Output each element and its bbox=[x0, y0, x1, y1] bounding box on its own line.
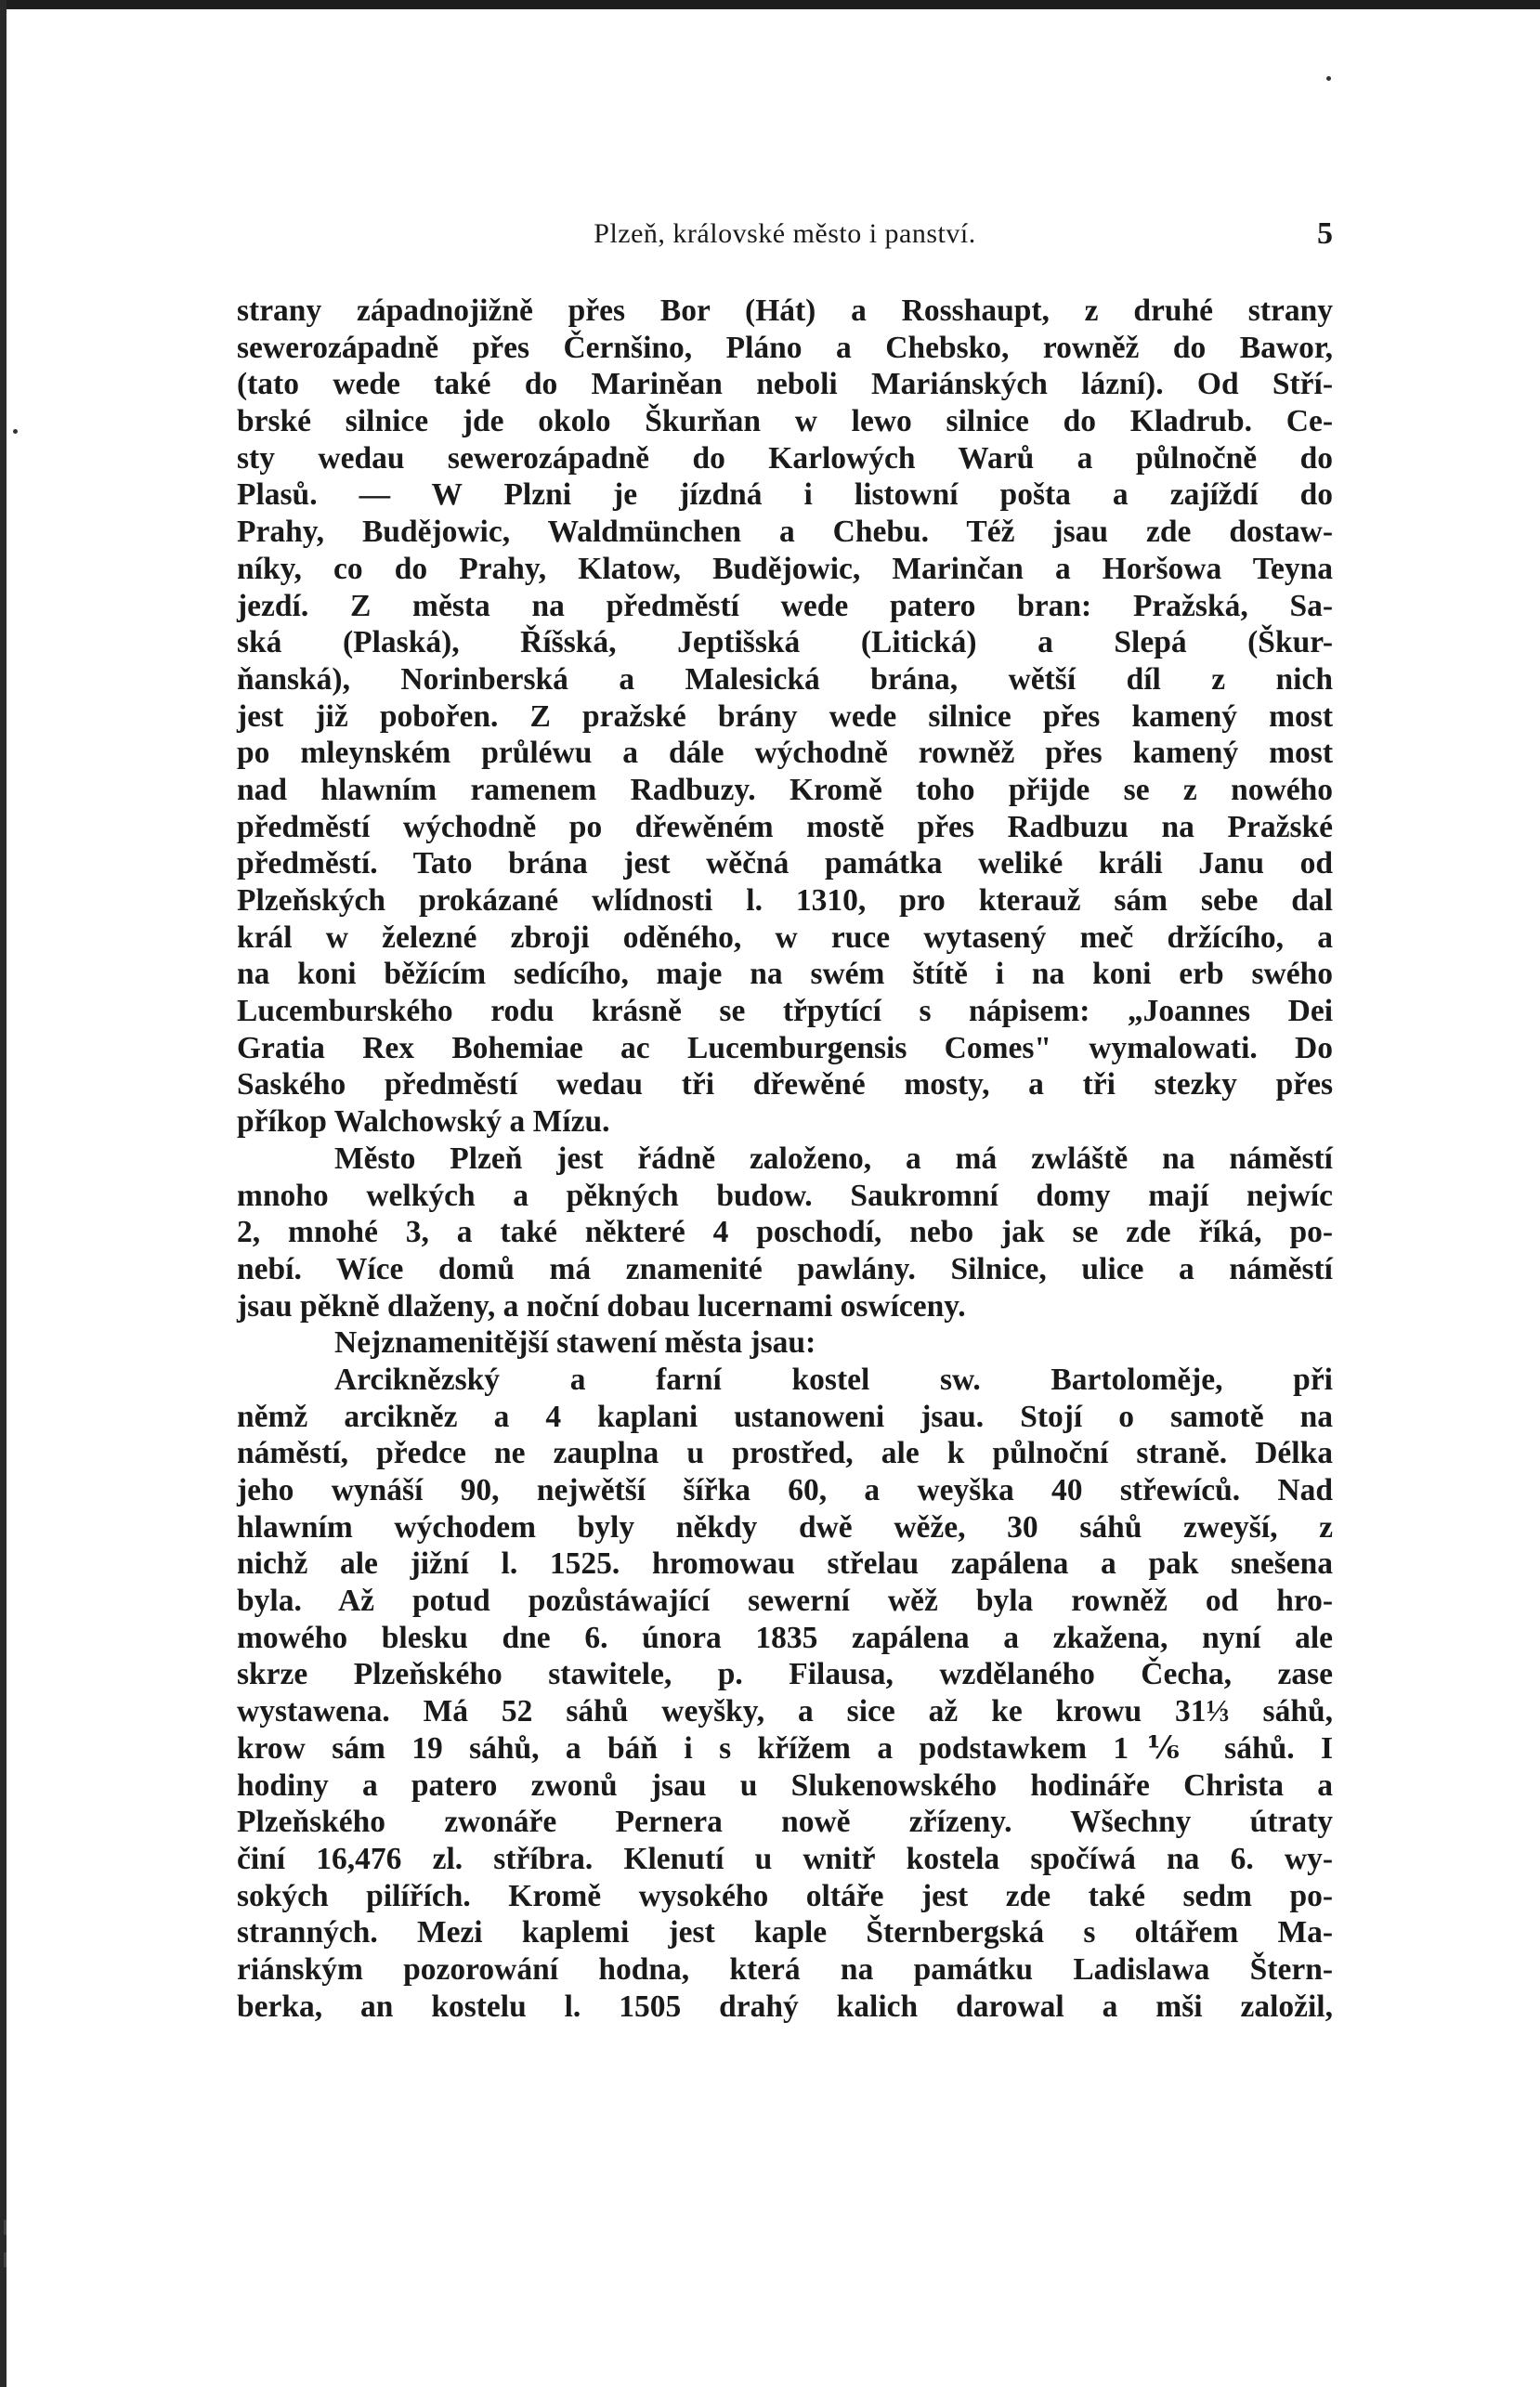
book-page bbox=[237, 218, 1333, 2025]
text-line: náměstí, předce ne zauplna u prostřed, ale k půlnoční straně. Délka bbox=[237, 1436, 1333, 1471]
text-line: Plzeňských prokázané wlídnosti l. 1310, pro kterauž sám sebe dal bbox=[237, 883, 1333, 918]
text-line: Saského předměstí wedau tři dřewěné mosty, a tři stezky přes bbox=[237, 1067, 1333, 1102]
text-line: jest již pobořen. Z pražské brány wede silnice přes kamený most bbox=[237, 698, 1333, 734]
page-number: 5 bbox=[1317, 216, 1333, 251]
scan-margin-mark bbox=[4, 2220, 7, 2235]
text-line: král w železné zbroji oděného, w ruce wytasený meč držícího, a bbox=[237, 920, 1333, 955]
text-line: sty wedau sewerozápadně do Karlowých Warů a půlnočně do bbox=[237, 440, 1333, 476]
text-line: riánským pozorowání hodna, která na památku Ladislawa Štern- bbox=[237, 1951, 1333, 1987]
text-line: strany západnojižně přes Bor (Hát) a Rosshaupt, z druhé strany bbox=[237, 293, 1333, 328]
text-line: mnoho welkých a pěkných budow. Saukromní domy mají nejwíc bbox=[237, 1178, 1333, 1213]
text-line: byla. Až potud pozůstáwající sewerní wěž byla rowněž od hro- bbox=[237, 1584, 1333, 1619]
scan-edge-top bbox=[0, 0, 1540, 9]
text-line: nichž ale jižní l. 1525. hromowau střelau zapálena a pak snešena bbox=[237, 1546, 1333, 1582]
scan-speck bbox=[13, 429, 18, 434]
text-line: 2, mnohé 3, a také některé 4 poschodí, nebo jak se zde říká, po- bbox=[237, 1215, 1333, 1250]
text-line: wystawena. Má 52 sáhů weyšky, a sice až ke krowu 31⅓ sáhů, bbox=[237, 1694, 1333, 1729]
text-line: předměstí wýchodně po dřewěném mostě přes Radbuzu na Pražské bbox=[237, 809, 1333, 844]
body-text bbox=[237, 293, 1333, 2025]
text-line: Arciknězský a farní kostel sw. Bartoloměje, při bbox=[334, 1362, 1333, 1397]
text-line: sewerozápadně přes Černšino, Pláno a Chebsko, rowněž do Bawor, bbox=[237, 330, 1333, 365]
text-line: jsau pěkně dlaženy, a noční dobau lucernami oswíceny. bbox=[237, 1288, 966, 1324]
scan-edge-left bbox=[0, 0, 7, 2387]
text-line: Gratia Rex Bohemiae ac Lucemburgensis Comes" wymalowati. Do bbox=[237, 1030, 1333, 1065]
text-line: Město Plzeň jest řádně založeno, a má zwláště na náměstí bbox=[334, 1141, 1333, 1176]
scan-speck bbox=[1326, 76, 1331, 81]
text-line: příkop Walchowský a Mízu. bbox=[237, 1104, 610, 1140]
text-line: Nejznamenitější stawení města jsau: bbox=[334, 1325, 816, 1361]
text-line: berka, an kostelu l. 1505 drahý kalich darowal a mši založil, bbox=[237, 1989, 1333, 2024]
text-line: nebí. Wíce domů má znamenité pawlány. Silnice, ulice a náměstí bbox=[237, 1251, 1333, 1286]
text-line: Prahy, Budějowic, Waldmünchen a Chebu. Též jsau zde dostaw- bbox=[237, 515, 1333, 550]
text-line: ňanská), Norinberská a Malesická brána, wětší díl z nich bbox=[237, 661, 1333, 697]
text-line: jeho wynáší 90, nejwětší šířka 60, a weyška 40 střewíců. Nad bbox=[237, 1473, 1333, 1507]
text-line: stranných. Mezi kaplemi jest kaple Šternbergská s oltářem Ma- bbox=[237, 1915, 1333, 1950]
text-line: předměstí. Tato brána jest wěčná památka weliké králi Janu od bbox=[237, 846, 1333, 881]
text-line: skrze Plzeňského stawitele, p. Filausa, wzdělaného Čecha, zase bbox=[237, 1657, 1333, 1692]
text-line: sokých pilířích. Kromě wysokého oltáře jest zde také sedm po- bbox=[237, 1878, 1333, 1913]
page-header bbox=[237, 218, 1333, 255]
text-line: hlawním wýchodem byly někdy dwě wěže, 30 sáhů zweyší, z bbox=[237, 1509, 1333, 1545]
text-line: krow sám 19 sáhů, a báň i s křížem a podstawkem 1⅙ sáhů. I bbox=[237, 1730, 1333, 1766]
text-line: činí 16,476 zl. stříbra. Klenutí u wnitř kostela spočíwá na 6. wy- bbox=[237, 1841, 1333, 1876]
text-line: na koni běžícím sedícího, maje na swém štítě i na koni erb swého bbox=[237, 957, 1333, 992]
text-line: nad hlawním ramenem Radbuzy. Kromě toho přijde se z nowého bbox=[237, 772, 1333, 807]
scan-margin-mark bbox=[4, 2252, 7, 2267]
text-line: hodiny a patero zwonů jsau u Slukenowského hodináře Christa a bbox=[237, 1767, 1333, 1803]
text-line: ská (Plaská), Říšská, Jeptišská (Litická) a Slepá (Škur- bbox=[237, 625, 1333, 660]
text-line: mowého blesku dne 6. února 1835 zapálena a zkažena, nyní ale bbox=[237, 1620, 1333, 1655]
running-title: Plzeň, královské město i panství. bbox=[594, 218, 976, 249]
text-line: níky, co do Prahy, Klatow, Budějowic, Marinčan a Horšowa Teyna bbox=[237, 551, 1333, 586]
text-line: němž arcikněz a 4 kaplani ustanoweni jsau. Stojí o samotě na bbox=[237, 1399, 1333, 1434]
text-line: Plasů. — W Plzni je jízdná i listowní pošta a zajíždí do bbox=[237, 477, 1333, 513]
text-line: Plzeňského zwonáře Pernera nowě zřízeny. Wšechny útraty bbox=[237, 1805, 1333, 1840]
text-line: jezdí. Z města na předměstí wede patero bran: Pražská, Sa- bbox=[237, 588, 1333, 623]
text-line: brské silnice jde okolo Škurňan w lewo silnice do Kladrub. Ce- bbox=[237, 404, 1333, 439]
text-line: (tato wede také do Mariněan neboli Mariánských lázní). Od Stří- bbox=[237, 367, 1333, 402]
text-line: po mleynském průléwu a dále wýchodně rowněž přes kamený most bbox=[237, 736, 1333, 771]
text-line: Lucemburského rodu krásně se třpytící s nápisem: „Joannes Dei bbox=[237, 994, 1333, 1029]
